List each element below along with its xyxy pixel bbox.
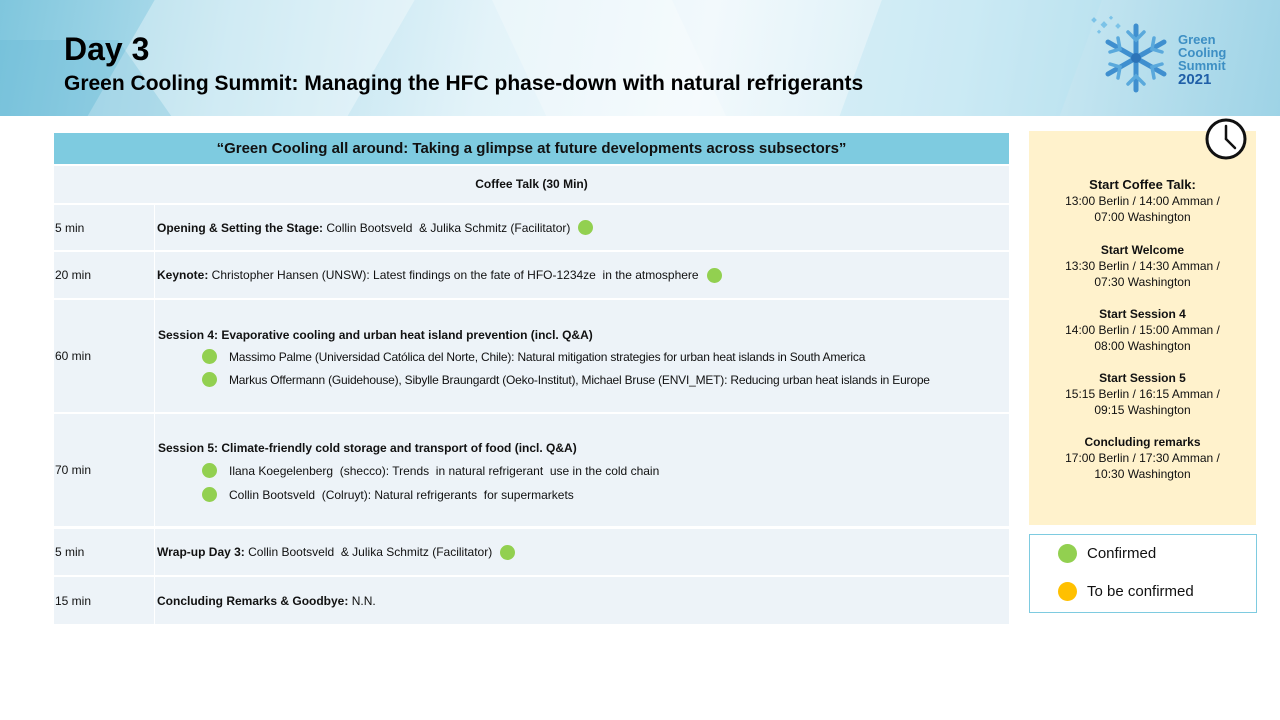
header-facet [483,0,738,116]
time-block-title: Start Coffee Talk: [1089,177,1196,192]
time-block-welcome [1029,242,1256,290]
logo-line: Cooling [1178,45,1227,60]
agenda-title: Opening & Setting the Stage: [157,220,324,235]
time-block-title: Start Welcome [1100,243,1185,257]
time-line: 10:30 Washington [1094,467,1191,481]
summit-subtitle: Green Cooling Summit: Managing the HFC phase-down with natural refrigerants [64,72,864,95]
time-line: 17:00 Berlin / 17:30 Amman / [1065,451,1220,465]
confirmed-status-dot [202,349,217,364]
status-legend [1029,534,1257,613]
legend-item-tbc [1058,582,1194,601]
agenda-row-wrap-up [54,529,1009,575]
confirmed-status-dot [500,545,515,560]
description-cell [157,252,1009,298]
time-line: 13:30 Berlin / 14:30 Amman / [1065,259,1220,273]
agenda-row-session-4 [54,300,1009,412]
session-title: Session 5: Climate-friendly cold storage and transport of food (incl. Q&A) [158,441,577,455]
confirmed-status-dot [578,220,593,235]
theme-banner: “Green Cooling all around: Taking a glimpse at future developments across subsectors” [54,133,1009,164]
agenda-title: Keynote: [157,268,209,282]
duration-cell: 5 min [54,529,155,575]
confirmed-dot-icon [1058,544,1077,563]
speaker-item [202,372,930,387]
speaker-text: Massimo Palme (Universidad Católica del Norte, Chile): Natural mitigation strategies for urban heat islands in South America [229,349,866,364]
time-block-title: Concluding remarks [1084,435,1201,449]
description-cell [157,205,1009,250]
time-block-concluding [1029,434,1256,482]
legend-label: To be confirmed [1087,583,1194,600]
agenda-text: Collin Bootsveld & Julika Schmitz (Facilitator) [323,220,571,235]
speaker-item [202,487,574,502]
speaker-text: Collin Bootsveld (Colruyt): Natural refrigerants for supermarkets [229,487,574,502]
logo-year: 2021 [1178,71,1212,88]
time-line: 15:15 Berlin / 16:15 Amman / [1065,387,1220,401]
confirmed-status-dot [707,268,722,283]
duration-cell: 20 min [54,252,155,298]
logo-line: Summit [1178,58,1226,73]
agenda-title: Concluding Remarks & Goodbye: [157,593,349,608]
time-block-title: Start Session 5 [1099,371,1186,385]
description-cell [157,577,1009,624]
confirmed-status-dot [202,487,217,502]
speaker-item [202,463,659,478]
agenda-text: N.N. [348,593,376,608]
agenda-row-keynote [54,252,1009,298]
tbc-dot-icon [1058,582,1077,601]
duration-cell: 60 min [54,300,155,412]
time-line: 09:15 Washington [1094,403,1191,417]
agenda-title: Wrap-up Day 3: [157,545,245,559]
agenda-row-opening [54,205,1009,250]
agenda-text: Christopher Hansen (UNSW): Latest findings on the fate of HFO-1234ze in the atmosphere [208,268,699,282]
clock-icon [1204,117,1248,161]
header-facet [827,0,1113,116]
confirmed-status-dot [202,372,217,387]
day-title: Day 3 [64,31,150,67]
agenda-row-session-5 [54,414,1009,526]
duration-cell: 5 min [54,205,155,250]
duration-cell: 70 min [54,414,155,526]
agenda-text: Collin Bootsveld & Julika Schmitz (Facilitator) [244,545,493,559]
time-block-title: Start Session 4 [1099,307,1186,321]
time-line: 07:00 Washington [1094,210,1191,224]
time-block-coffee [1029,177,1256,225]
time-line: 07:30 Washington [1094,275,1191,289]
speaker-item [202,349,865,364]
time-line: 08:00 Washington [1094,339,1191,353]
time-line: 13:00 Berlin / 14:00 Amman / [1065,194,1220,208]
agenda-row-concluding [54,577,1009,624]
speaker-text: Ilana Koegelenberg (shecco): Trends in natural refrigerant use in the cold chain [229,463,660,478]
logo-line: Green [1178,32,1216,47]
session-title: Session 4: Evaporative cooling and urban heat island prevention (incl. Q&A) [158,328,593,342]
time-block-session-5 [1029,370,1256,418]
coffee-talk-row: Coffee Talk (30 Min) [54,166,1009,203]
summit-logo-text [1178,33,1226,88]
confirmed-status-dot [202,463,217,478]
legend-item-confirmed [1058,544,1156,563]
duration-cell: 15 min [54,577,155,624]
description-cell [157,529,1009,575]
speaker-text: Markus Offermann (Guidehouse), Sibylle Braungardt (Oeko-Institut), Michael Bruse (ENVI_MET): Reducing urban heat islands in Europe [229,372,930,387]
legend-label: Confirmed [1087,545,1157,562]
time-line: 14:00 Berlin / 15:00 Amman / [1065,323,1220,337]
time-block-session-4 [1029,306,1256,354]
